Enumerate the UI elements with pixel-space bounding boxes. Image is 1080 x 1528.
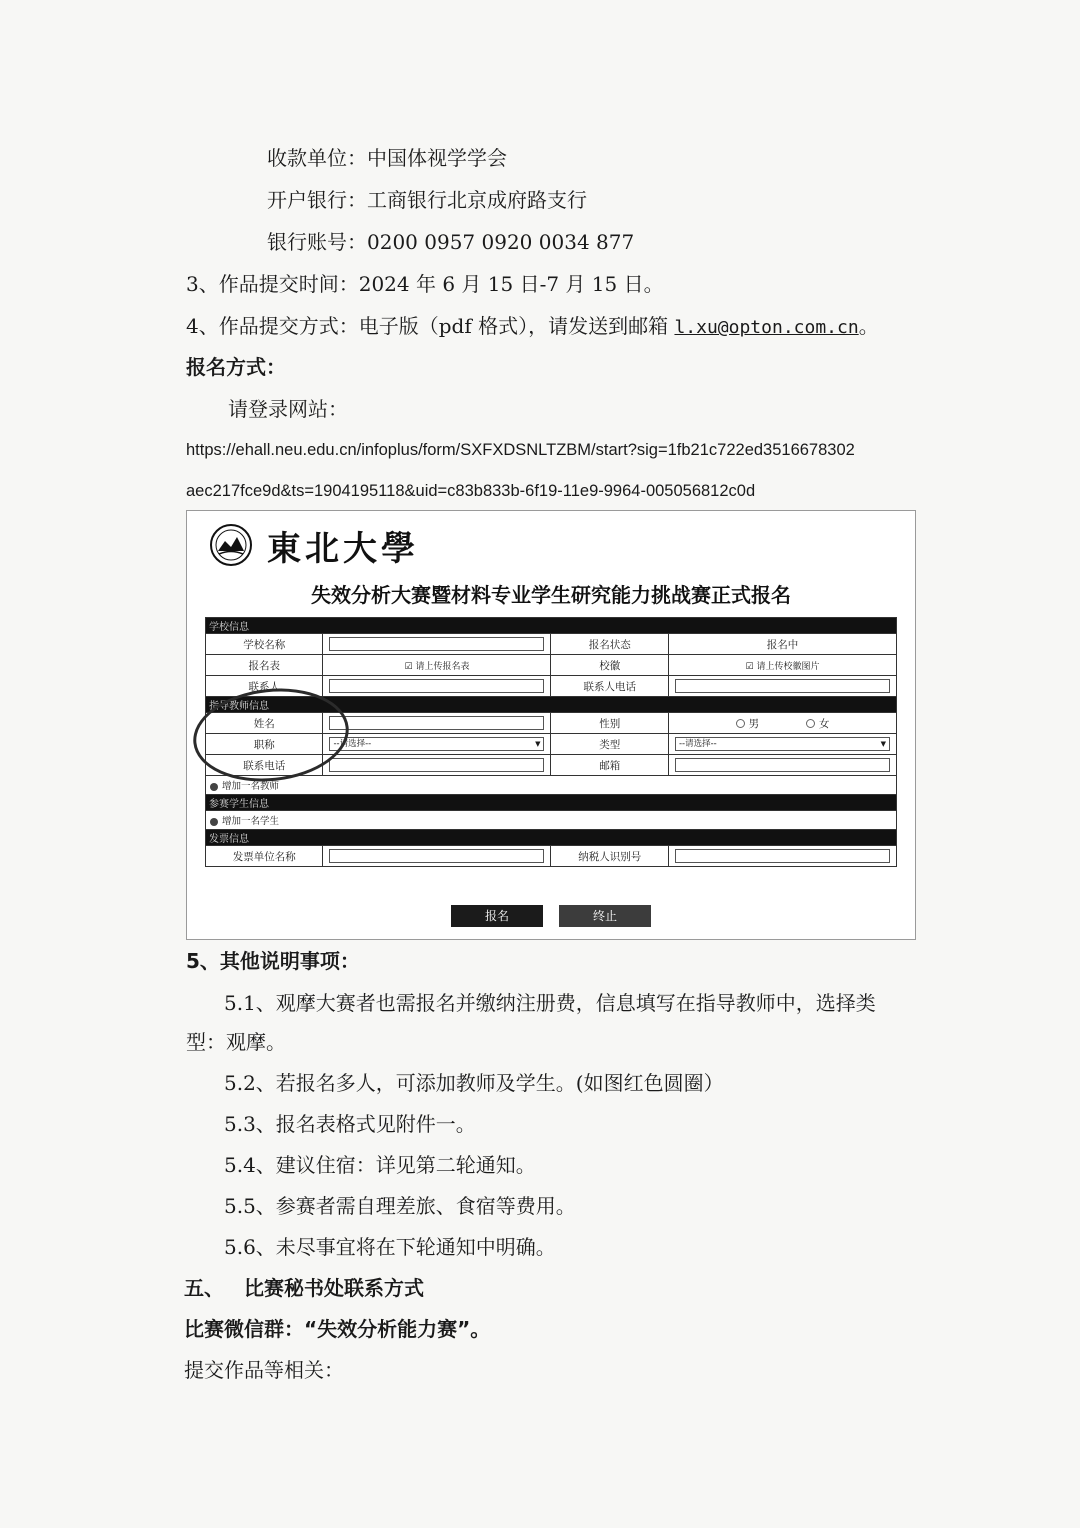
- dropdown-arrow-icon: ▼: [535, 740, 541, 748]
- gender-male-radio[interactable]: 男: [736, 718, 760, 730]
- tax-id-label: 纳税人识别号: [551, 846, 668, 867]
- payee-line: 收款单位：中国体视学学会: [267, 146, 507, 170]
- teacher-email-input[interactable]: [675, 758, 890, 772]
- wechat-group: 比赛微信群：“失效分析能力赛”。: [184, 1317, 491, 1341]
- school-name-input[interactable]: [329, 637, 544, 651]
- bank-line: 开户银行：工商银行北京成府路支行: [267, 188, 587, 212]
- section-invoice-info: 发票信息: [206, 830, 897, 846]
- university-logo-icon: [209, 523, 253, 567]
- tax-id-input[interactable]: [675, 849, 890, 863]
- contact-label: 联系人: [206, 676, 323, 697]
- upload-badge-button[interactable]: ☑ 请上传校徽图片: [668, 655, 896, 676]
- section-student-info: 参赛学生信息: [206, 795, 897, 811]
- gender-radio-group: [668, 713, 896, 734]
- teacher-name-input[interactable]: [329, 716, 544, 730]
- section-school-info: 学校信息: [206, 618, 897, 634]
- add-icon: [210, 783, 218, 791]
- reg-form-label: 报名表: [206, 655, 323, 676]
- add-teacher-button[interactable]: 增加一名教师: [206, 776, 897, 795]
- register-url-line1[interactable]: https://ehall.neu.edu.cn/infoplus/form/SXFXDSNLTZBM/start?sig=1fb21c722ed3516678302: [186, 441, 855, 459]
- school-badge-label: 校徽: [551, 655, 668, 676]
- note-5-5: 5.5、参赛者需自理差旅、食宿等费用。: [224, 1194, 576, 1218]
- note-5-1-line2: 型：观摩。: [186, 1030, 286, 1054]
- teacher-phone-input[interactable]: [329, 758, 544, 772]
- gender-label: 性别: [551, 713, 668, 734]
- contact-input[interactable]: [329, 679, 544, 693]
- login-prompt: 请登录网站：: [228, 397, 348, 421]
- submission-contact: 提交作品等相关：: [184, 1358, 344, 1382]
- stop-button[interactable]: 终止: [559, 905, 651, 927]
- teacher-title-label: 职称: [206, 734, 323, 755]
- teacher-title-select[interactable]: --请选择-- ▼: [329, 737, 544, 751]
- contact-phone-input[interactable]: [675, 679, 890, 693]
- type-label: 类型: [551, 734, 668, 755]
- invoice-unit-input[interactable]: [329, 849, 544, 863]
- teacher-phone-label: 联系电话: [206, 755, 323, 776]
- notes-heading: 5、其他说明事项：: [186, 949, 360, 973]
- note-5-6: 5.6、未尽事宜将在下轮通知中明确。: [224, 1235, 556, 1259]
- dropdown-arrow-icon: ▼: [880, 740, 886, 748]
- school-name-label: 学校名称: [206, 634, 323, 655]
- registration-form-screenshot: [186, 510, 916, 940]
- reg-status-value: 报名中: [668, 634, 896, 655]
- note-5-2: 5.2、若报名多人，可添加教师及学生。(如图红色圆圈）: [224, 1071, 724, 1095]
- register-heading: 报名方式：: [186, 355, 286, 379]
- item-submission-method: [186, 312, 879, 342]
- contact-phone-label: 联系人电话: [551, 676, 668, 697]
- contact-section-number: 五、: [184, 1276, 224, 1300]
- section-teacher-info: 指导教师信息: [206, 697, 897, 713]
- item4-prefix: 4、作品提交方式：电子版（pdf 格式），请发送到邮箱: [186, 314, 669, 338]
- note-5-4: 5.4、建议住宿：详见第二轮通知。: [224, 1153, 536, 1177]
- gender-female-radio[interactable]: 女: [806, 718, 830, 730]
- add-student-button[interactable]: 增加一名学生: [206, 811, 897, 830]
- teacher-email-label: 邮箱: [551, 755, 668, 776]
- note-5-1-line1: 5.1、观摩大赛者也需报名并缴纳注册费，信息填写在指导教师中，选择类: [224, 991, 876, 1015]
- item4-suffix: 。: [858, 314, 879, 338]
- university-name: 東北大學: [267, 529, 419, 569]
- submit-button[interactable]: 报名: [451, 905, 543, 927]
- item-submission-time: 3、作品提交时间：2024 年 6 月 15 日-7 月 15 日。: [186, 272, 664, 296]
- add-icon: [210, 818, 218, 826]
- register-url-line2[interactable]: aec217fce9d&ts=1904195118&uid=c83b833b-6f19-11e9-9964-005056812c0d: [186, 482, 756, 500]
- note-5-3: 5.3、报名表格式见附件一。: [224, 1112, 476, 1136]
- form-title: 失效分析大赛暨材料专业学生研究能力挑战赛正式报名: [311, 583, 791, 607]
- upload-reg-form-button[interactable]: ☑ 请上传报名表: [323, 655, 551, 676]
- reg-status-label: 报名状态: [551, 634, 668, 655]
- email-link[interactable]: l.xu@opton.com.cn: [674, 317, 859, 338]
- invoice-unit-label: 发票单位名称: [206, 846, 323, 867]
- type-select[interactable]: --请选择-- ▼: [675, 737, 890, 751]
- teacher-name-label: 姓名: [206, 713, 323, 734]
- account-line: 银行账号：0200 0957 0920 0034 877: [267, 230, 635, 254]
- contact-section-title: 比赛秘书处联系方式: [244, 1276, 424, 1300]
